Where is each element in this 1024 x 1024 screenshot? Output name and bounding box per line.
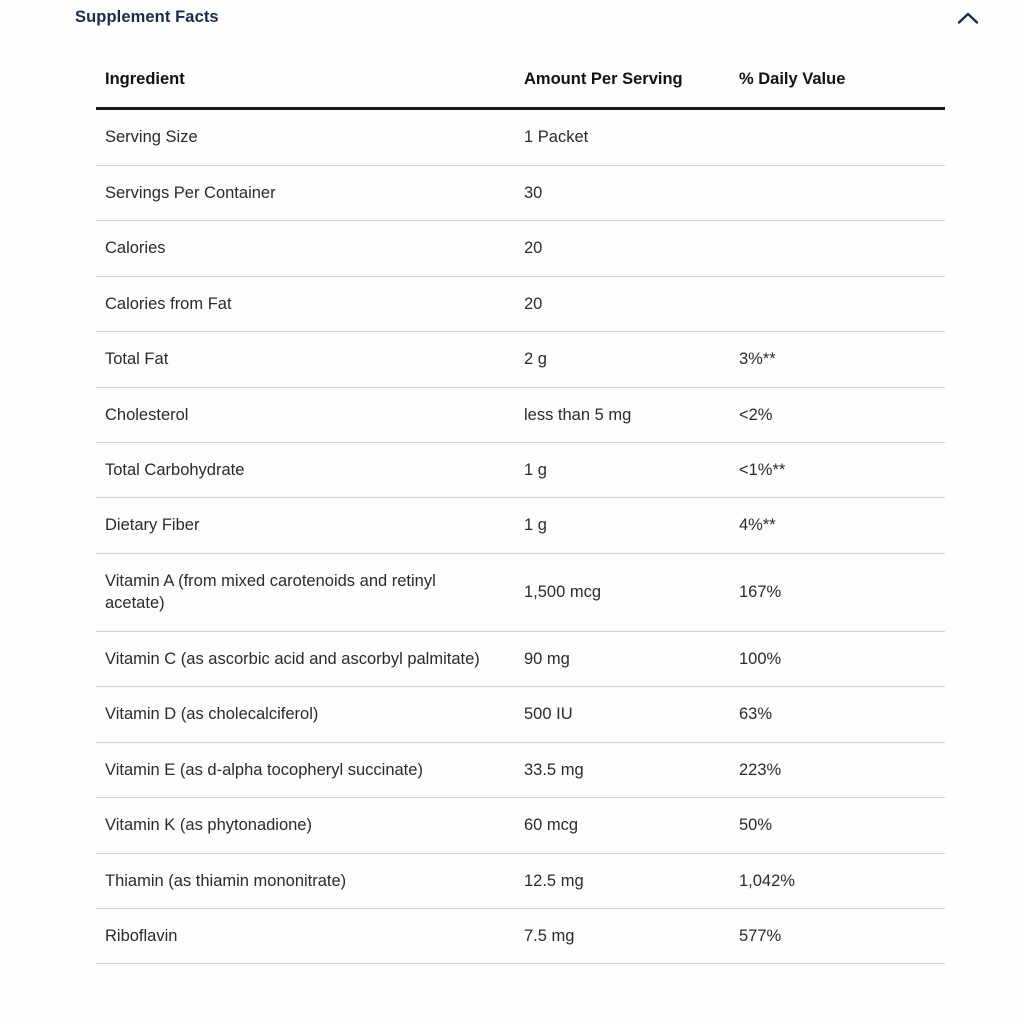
table-row [96,498,945,553]
cell-daily-value: <1%** [720,443,945,498]
cell-ingredient: Vitamin K (as phytonadione) [96,798,515,853]
cell-ingredient: Calories from Fat [96,276,515,331]
cell-daily-value: 100% [720,631,945,686]
table-row [96,908,945,963]
collapse-section-button[interactable] [946,3,990,33]
cell-ingredient: Dietary Fiber [96,498,515,553]
cell-amount: 1 g [515,443,720,498]
table-row [96,387,945,442]
table-row [96,276,945,331]
column-header-amount: Amount Per Serving [515,56,720,109]
table-row [96,165,945,220]
cell-daily-value: 577% [720,908,945,963]
cell-daily-value: 63% [720,687,945,742]
table-row [96,221,945,276]
table-row [96,631,945,686]
column-header-daily-value: % Daily Value [720,56,945,109]
supplement-facts-table [96,56,945,964]
table-row [96,332,945,387]
cell-ingredient: Serving Size [96,109,515,165]
cell-amount: 1 Packet [515,109,720,165]
table-body [96,109,945,964]
cell-ingredient: Vitamin E (as d-alpha tocopheryl succinate) [96,742,515,797]
cell-amount: 500 IU [515,687,720,742]
cell-amount: 12.5 mg [515,853,720,908]
page-title: Supplement Facts [75,8,219,26]
cell-ingredient: Vitamin D (as cholecalciferol) [96,687,515,742]
cell-amount: 7.5 mg [515,908,720,963]
table-row [96,798,945,853]
table-header-row [96,56,945,109]
table-row [96,553,945,631]
supplement-facts-table-wrapper [96,56,945,964]
cell-ingredient: Servings Per Container [96,165,515,220]
cell-daily-value [720,276,945,331]
cell-daily-value [720,165,945,220]
cell-daily-value: 167% [720,553,945,631]
cell-amount: 60 mcg [515,798,720,853]
cell-amount: 20 [515,221,720,276]
table-row [96,742,945,797]
cell-ingredient: Calories [96,221,515,276]
table-row [96,853,945,908]
cell-daily-value [720,221,945,276]
cell-amount: 30 [515,165,720,220]
cell-amount: 33.5 mg [515,742,720,797]
chevron-up-icon [957,11,979,25]
cell-ingredient: Vitamin C (as ascorbic acid and ascorbyl palmitate) [96,631,515,686]
cell-daily-value: 3%** [720,332,945,387]
cell-ingredient: Vitamin A (from mixed carotenoids and retinyl acetate) [96,553,515,631]
table-header [96,56,945,109]
cell-daily-value: 223% [720,742,945,797]
cell-daily-value [720,109,945,165]
cell-ingredient: Total Carbohydrate [96,443,515,498]
table-row [96,687,945,742]
cell-ingredient: Riboflavin [96,908,515,963]
supplement-facts-accordion-header[interactable] [0,0,1024,36]
cell-amount: 2 g [515,332,720,387]
cell-daily-value: 1,042% [720,853,945,908]
cell-ingredient: Thiamin (as thiamin mononitrate) [96,853,515,908]
table-row [96,109,945,165]
column-header-ingredient: Ingredient [96,56,515,109]
cell-daily-value: 4%** [720,498,945,553]
cell-amount: 20 [515,276,720,331]
cell-daily-value: 50% [720,798,945,853]
cell-amount: 1 g [515,498,720,553]
cell-ingredient: Total Fat [96,332,515,387]
cell-amount: 90 mg [515,631,720,686]
cell-daily-value: <2% [720,387,945,442]
cell-ingredient: Cholesterol [96,387,515,442]
table-row [96,443,945,498]
cell-amount: less than 5 mg [515,387,720,442]
cell-amount: 1,500 mcg [515,553,720,631]
